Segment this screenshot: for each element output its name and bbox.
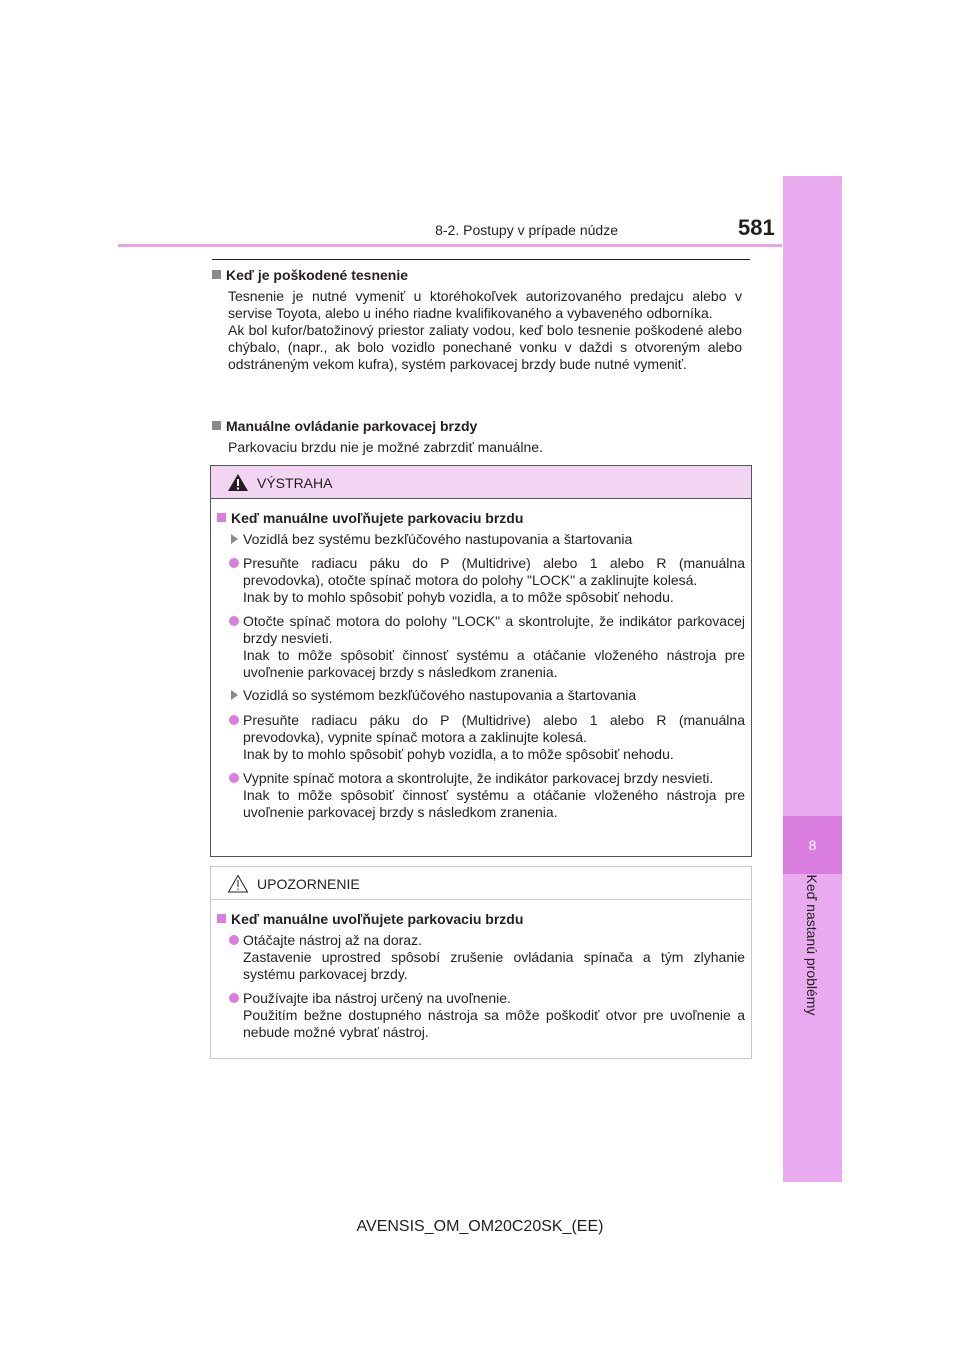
header-section-title: 8-2. Postupy v prípade núdze bbox=[435, 222, 618, 238]
caution-box bbox=[210, 866, 752, 1059]
header-divider bbox=[118, 244, 782, 247]
caution-box-header bbox=[211, 867, 751, 900]
warning-box-header bbox=[211, 466, 751, 499]
caution-title: UPOZORNENIE bbox=[257, 876, 360, 892]
circle-bullet-icon bbox=[229, 616, 239, 626]
warning-bullet-1: Presuňte radiacu páku do P (Multidrive) alebo 1 alebo R (manuálna prevodovka), otočte spínač motora do polohy "LOCK" a zaklinujte kolesá. Inak by to mohlo spôsobiť pohyb vozidla, a to môže spôsobiť nehodu. bbox=[217, 555, 745, 609]
circle-bullet-icon bbox=[229, 773, 239, 783]
manual-paragraph bbox=[228, 439, 742, 456]
square-bullet-icon bbox=[217, 914, 226, 923]
warning-bullet-2: Otočte spínač motora do polohy "LOCK" a skontrolujte, že indikátor parkovacej brzdy nesvieti. Inak to môže spôsobiť činnosť systému a otáčanie vloženého nástroja pre uvoľnenie parkovacej brzdy s následkom zranenia. bbox=[217, 613, 745, 683]
warning-box bbox=[210, 465, 752, 857]
document-code: AVENSIS_OM_OM20C20SK_(EE) bbox=[356, 1218, 604, 1235]
warning-triangle-icon bbox=[227, 473, 249, 492]
caution-heading: Keď manuálne uvoľňujete parkovaciu brzdu bbox=[217, 911, 745, 928]
warning-sub-2: Vozidlá so systémom bezkľúčového nastupovania a štartovania bbox=[217, 687, 745, 704]
content-top-rule bbox=[212, 259, 750, 260]
circle-bullet-icon bbox=[229, 993, 239, 1003]
warning-bullet-4: Vypnite spínač motora a skontrolujte, že indikátor parkovacej brzdy nesvieti. Inak to môže spôsobiť činnosť systému a otáčanie vloženého nástroja pre uvoľnenie parkovacej brzdy s následkom zranenia. bbox=[217, 770, 745, 840]
circle-bullet-icon bbox=[229, 715, 239, 725]
chapter-number: 8 bbox=[808, 837, 817, 853]
chapter-number-tab bbox=[783, 816, 842, 874]
seal-text-1: Tesnenie je nutné vymeniť u ktoréhokoľvek autorizovaného predajcu alebo v servise Toyota, alebo u iného riadne kvalifikovaného a vybaveného odborníka. bbox=[228, 288, 742, 321]
section-title-seal: Keď je poškodené tesnenie bbox=[212, 267, 408, 283]
square-bullet-icon bbox=[212, 270, 221, 279]
warning-title: VÝSTRAHA bbox=[257, 475, 333, 491]
warning-sub-1: Vozidlá bez systému bezkľúčového nastupovania a štartovania bbox=[217, 531, 745, 548]
section-title-manual: Manuálne ovládanie parkovacej brzdy bbox=[212, 418, 477, 434]
square-bullet-icon bbox=[217, 513, 226, 522]
arrow-bullet-icon bbox=[231, 534, 238, 544]
warning-bullet-3: Presuňte radiacu páku do P (Multidrive) alebo 1 alebo R (manuálna prevodovka), vypnite spínač motora a zaklinujte kolesá. Inak by to mohlo spôsobiť pohyb vozidla, a to môže spôsobiť nehodu. bbox=[217, 712, 745, 766]
chapter-side-tab bbox=[783, 176, 842, 1182]
caution-triangle-icon bbox=[227, 874, 249, 893]
square-bullet-icon bbox=[212, 421, 221, 430]
seal-paragraph bbox=[228, 288, 742, 373]
seal-text-2: Ak bol kufor/batožinový priestor zaliaty vodou, keď bolo tesnenie poškodené alebo chýbalo, (napr., ak bolo vozidlo ponechané vonku v daždi s otvoreným alebo odstráneným vekom kufra), systém parkovacej brzdy bude nutné vymeniť. bbox=[228, 322, 742, 372]
chapter-label: Keď nastanú problémy bbox=[804, 874, 820, 1016]
arrow-bullet-icon bbox=[231, 690, 238, 700]
caution-bullet-2: Používajte iba nástroj určený na uvoľnenie. Použitím bežne dostupného nástroja sa môže poškodiť otvor pre uvoľnenie a nebude možné vybrať nástroj. bbox=[217, 990, 745, 1044]
page-number: 581 bbox=[738, 215, 775, 240]
circle-bullet-icon bbox=[229, 935, 239, 945]
manual-text-1: Parkovaciu brzdu nie je možné zabrzdiť manuálne. bbox=[228, 439, 543, 455]
warning-heading: Keď manuálne uvoľňujete parkovaciu brzdu bbox=[217, 510, 745, 527]
circle-bullet-icon bbox=[229, 558, 239, 568]
caution-bullet-1: Otáčajte nástroj až na doraz. Zastavenie uprostred spôsobí zrušenie ovládania spínača a tým zlyhanie systému parkovacej brzdy. bbox=[217, 932, 745, 986]
